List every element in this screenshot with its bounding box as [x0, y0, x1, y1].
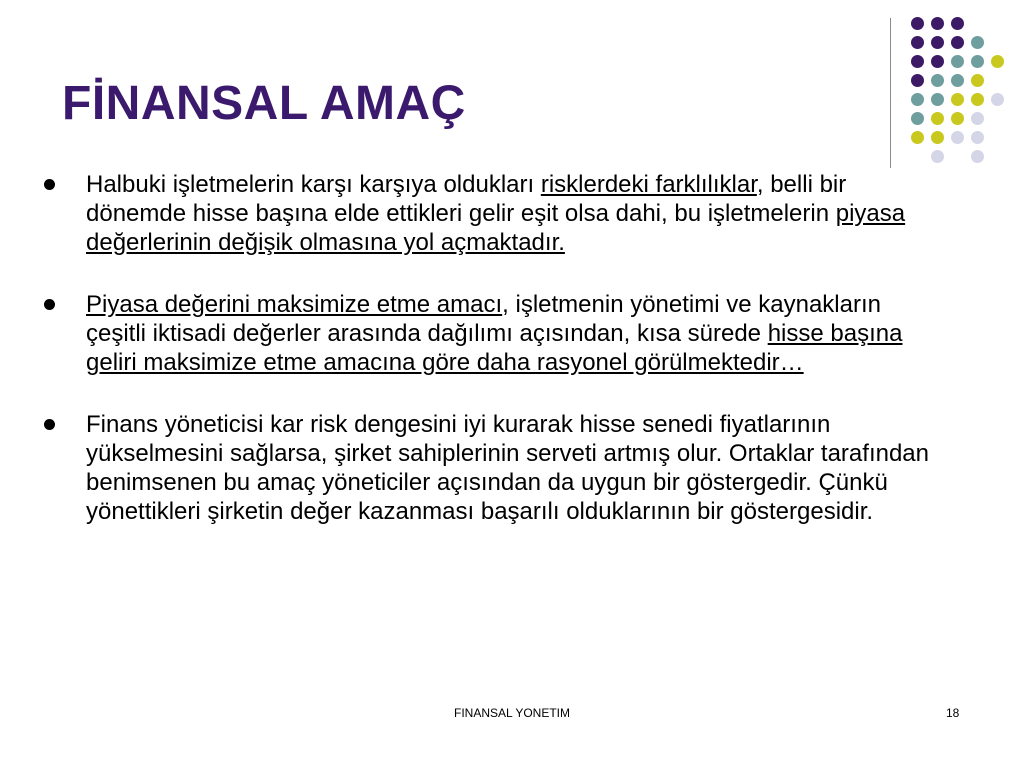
- decor-dot: [931, 150, 944, 163]
- decor-dot: [911, 17, 924, 30]
- bullet-text-underlined: Piyasa değerini maksimize etme amacı: [86, 291, 503, 318]
- decor-dot: [951, 112, 964, 125]
- decor-dot: [931, 112, 944, 125]
- bullet-list: [44, 170, 944, 559]
- decor-dot: [971, 150, 984, 163]
- decor-dot: [971, 131, 984, 144]
- decor-dot: [911, 93, 924, 106]
- bullet-text-underlined: piyasa değerlerinin değişik olmasına yol açmaktadır.: [86, 200, 906, 256]
- decor-dot: [971, 93, 984, 106]
- decor-dot: [931, 17, 944, 30]
- decor-dot: [931, 131, 944, 144]
- bullet-text-underlined: risklerdeki farklılıklar: [540, 171, 757, 198]
- footer-title: FINANSAL YONETIM: [453, 706, 571, 720]
- decor-dot: [951, 93, 964, 106]
- bullet-marker-icon: [44, 419, 55, 430]
- decor-dot: [911, 131, 924, 144]
- decor-dot: [991, 93, 1004, 106]
- decorative-vertical-line: [890, 18, 891, 168]
- bullet-marker-icon: [44, 179, 55, 190]
- bullet-item: [44, 170, 944, 257]
- bullet-marker-icon: [44, 299, 55, 310]
- bullet-item: [44, 290, 944, 377]
- decor-dot: [991, 55, 1004, 68]
- decor-dot: [911, 74, 924, 87]
- bullet-text-underlined: hisse başına geliri maksimize etme amacına göre daha rasyonel görülmektedir…: [86, 320, 903, 376]
- decor-dot: [931, 55, 944, 68]
- decor-dot: [911, 55, 924, 68]
- bullet-text: Finans yöneticisi kar risk dengesini iyi kurarak hisse senedi fiyatlarının yükselmesini sağlarsa, şirket sahiplerinin serveti artmış olur. Ortaklar tarafından benimsenen bu amaç yöneticiler açısından da uygun bir göstergedir. Çünkü yönettikleri şirketin değer kazanması başarılı olduklarının bir göstergesidir.: [86, 411, 929, 525]
- decor-dot: [911, 112, 924, 125]
- decor-dot: [951, 74, 964, 87]
- bullet-text: Halbuki işletmelerin karşı karşıya oldukları: [86, 171, 541, 198]
- decor-dot: [951, 17, 964, 30]
- bullet-item: [44, 410, 944, 526]
- decor-dot: [951, 55, 964, 68]
- decor-dot: [971, 55, 984, 68]
- bullet-text: , işletmenin yönetimi ve kaynakların çeşitli iktisadi değerler arasında dağılımı açısından, kısa sürede: [86, 291, 881, 347]
- decor-dot: [931, 74, 944, 87]
- decor-dot: [931, 93, 944, 106]
- decor-dot: [951, 36, 964, 49]
- bullet-text: , belli bir dönemde hisse başına elde ettikleri gelir eşit olsa dahi, bu işletmelerin: [86, 171, 847, 227]
- decor-dot: [971, 74, 984, 87]
- decor-dot: [931, 36, 944, 49]
- decor-dot: [951, 131, 964, 144]
- decor-dot: [911, 36, 924, 49]
- slide-title: FİNANSAL AMAÇ: [62, 77, 466, 130]
- decor-dot: [971, 36, 984, 49]
- page-number: 18: [946, 706, 960, 720]
- decor-dot: [971, 112, 984, 125]
